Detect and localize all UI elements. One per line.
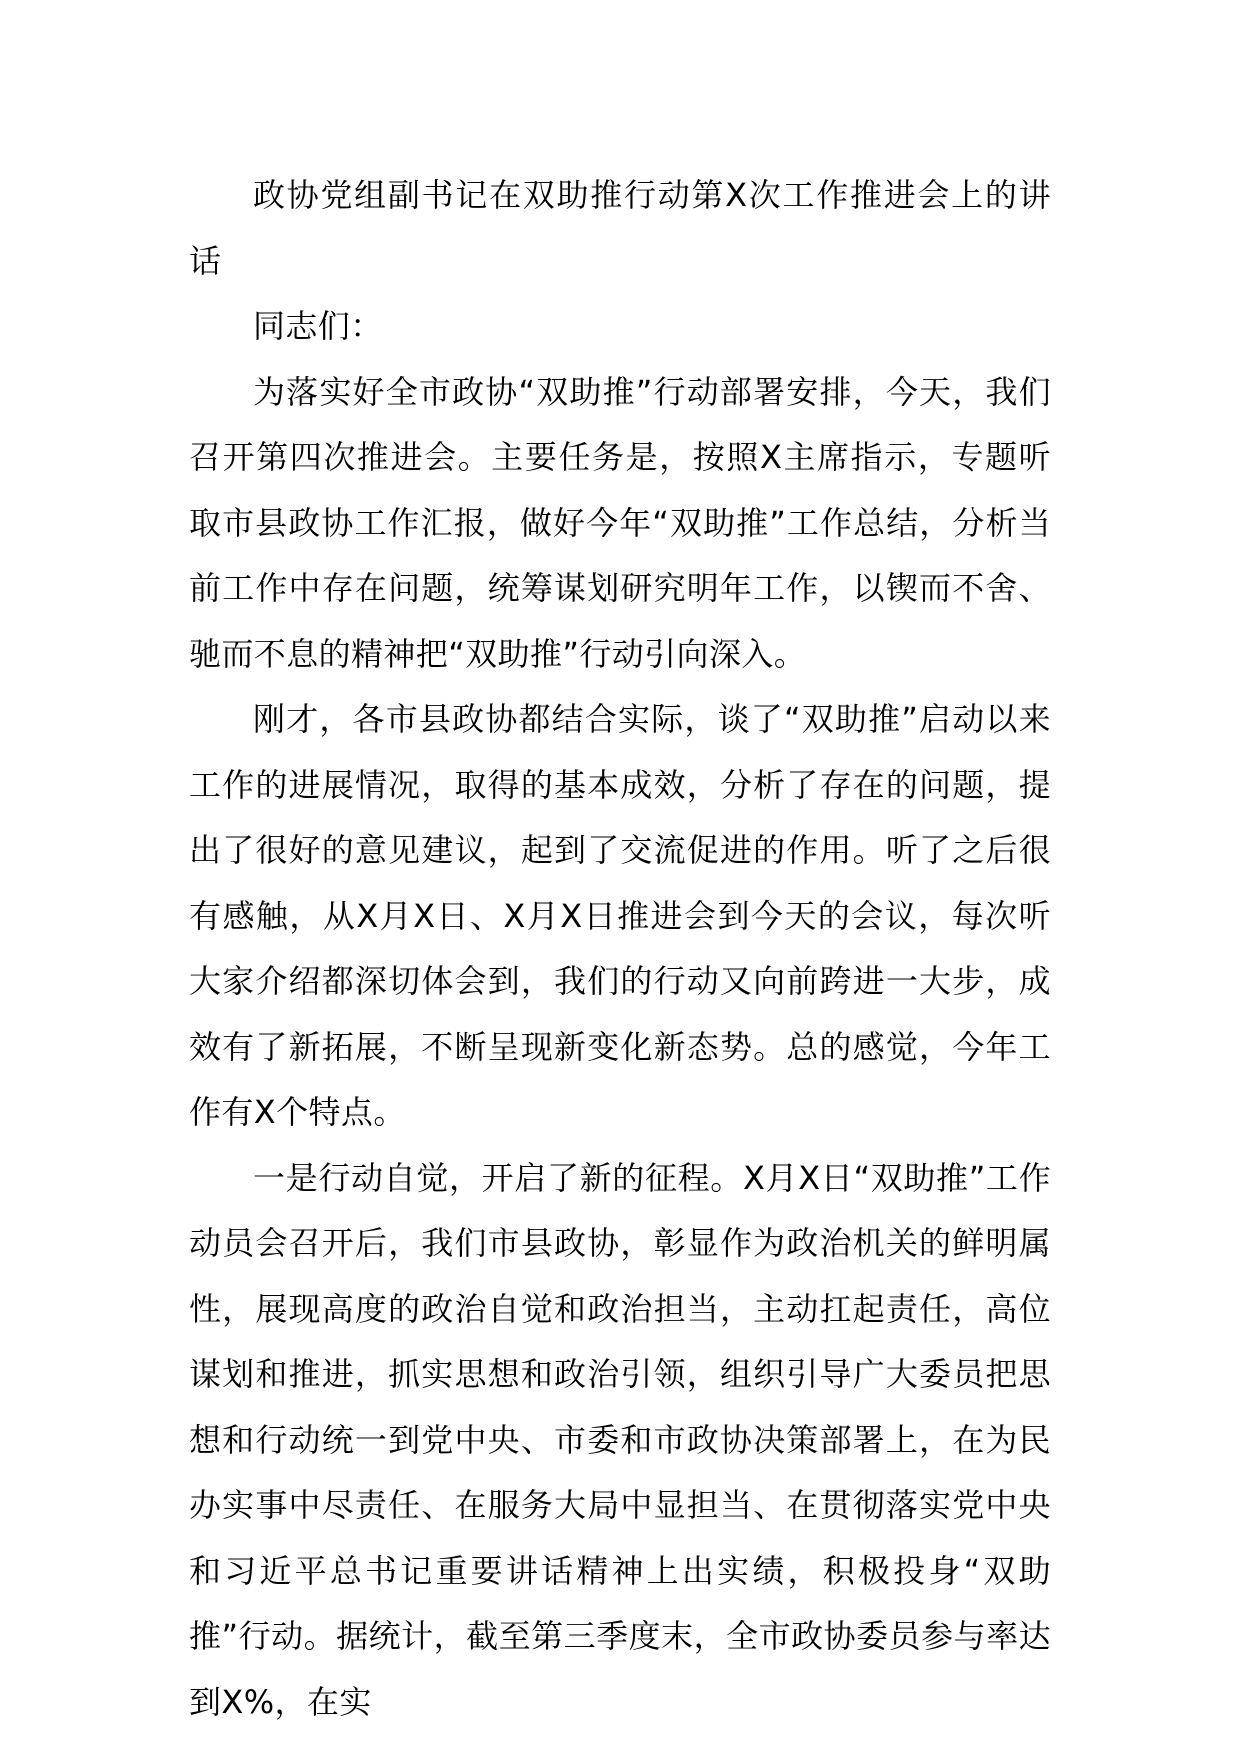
document-title: 政协党组副书记在双助推行动第X次工作推进会上的讲话	[189, 176, 1051, 280]
salutation: 同志们：	[253, 307, 383, 345]
paragraph-2: 刚才，各市县政协都结合实际，谈了“双助推”启动以来工作的进展情况，取得的基本成效，分析了存在的问题，提出了很好的意见建议，起到了交流促进的作用。听了之后很有感触，从X月X日、X月X日推进会到今天的会议，每次听大家介绍都深切体会到，我们的行动又向前跨进一大步，成效有了新拓展，不断呈现新变化新态势。总的感觉，今年工作有X个特点。	[189, 700, 1051, 1131]
paragraph-3: 一是行动自觉，开启了新的征程。X月X日“双助推”工作动员会召开后，我们市县政协，彰显作为政治机关的鲜明属性，展现高度的政治自觉和政治担当，主动扛起责任，高位谋划和推进，抓实思想和政治引领，组织引导广大委员把思想和行动统一到党中央、市委和市政协决策部署上，在为民办实事中尽责任、在服务大局中显担当、在贯彻落实党中央和习近平总书记重要讲话精神上出实绩，积极投身“双助推”行动。据统计，截至第三季度末，全市政协委员参与率达到X%，在实	[189, 1158, 1051, 1721]
paragraph-1: 为落实好全市政协“双助推”行动部署安排，今天，我们召开第四次推进会。主要任务是，按照X主席指示，专题听取市县政协工作汇报，做好今年“双助推”工作总结，分析当前工作中存在问题，统筹谋划研究明年工作，以锲而不舍、驰而不息的精神把“双助推”行动引向深入。	[189, 372, 1051, 673]
document-body	[189, 163, 1051, 1735]
